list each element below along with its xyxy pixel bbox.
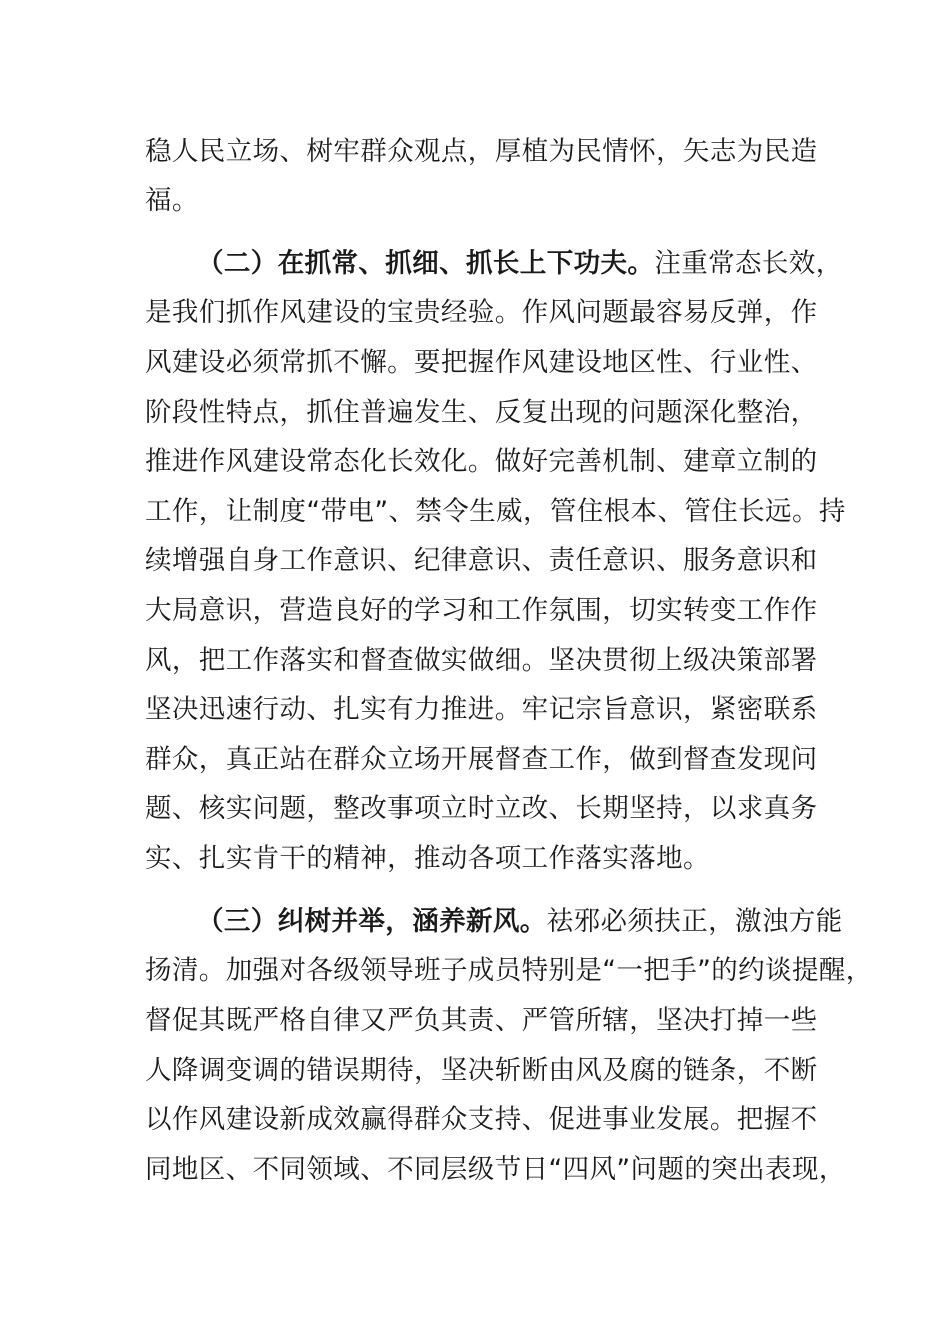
paragraph-2-line: 风建设必须常抓不懈。要把握作风建设地区性、行业性、 [145,347,818,378]
paragraph-2-line: 风，把工作落实和督查做实做细。坚决贯彻上级决策部署 [145,645,818,676]
paragraph-2-line-1-rest: 注重常态长效， [654,248,843,279]
paragraph-3-line: 督促其既严格自律又严负其责、严管所辖，坚决打掉一些 [145,1005,818,1036]
paragraph-2-line: 工作，让制度“带电”、禁令生威，管住根本、管住长远。持 [145,496,846,527]
paragraph-2-first-line [197,247,897,281]
paragraph-2-line: 阶段性特点，抓住普遍发生、反复出现的问题深化整治， [145,397,818,428]
paragraph-2-line: 续增强自身工作意识、纪律意识、责任意识、服务意识和 [145,545,818,576]
paragraph-2-line: 是我们抓作风建设的宝贵经验。作风问题最容易反弹，作 [145,297,818,328]
paragraph-1-line-2: 福。 [145,185,199,216]
paragraph-2-line: 群众，真正站在群众立场开展督查工作，做到督查发现问 [145,744,818,775]
paragraph-3-line: 以作风建设新成效赢得群众支持、促进事业发展。把握不 [145,1104,818,1135]
paragraph-2-line: 题、核实问题，整改事项立时立改、长期坚持，以求真务 [145,793,818,824]
paragraph-3-heading: （三）纠树并举，涵养新风。 [197,906,547,937]
paragraph-3-first-line [197,905,897,939]
paragraph-2-heading: （二）在抓常、抓细、抓长上下功夫。 [197,248,655,279]
paragraph-3-line: 同地区、不同领域、不同层级节日“四风”问题的突出表现， [145,1154,846,1185]
paragraph-2-line: 坚决迅速行动、扎实有力推进。牢记宗旨意识，紧密联系 [145,694,818,725]
paragraph-3-line: 人降调变调的错误期待，坚决斩断由风及腐的链条，不断 [145,1055,818,1086]
paragraph-3-line: 扬清。加强对各级领导班子成员特别是“一把手”的约谈提醒， [145,955,873,986]
paragraph-3-line-1-rest: 祛邪必须扶正，激浊方能 [546,906,843,937]
paragraph-2-line: 推进作风建设常态化长效化。做好完善机制、建章立制的 [145,446,818,477]
paragraph-2-line: 大局意识，营造良好的学习和工作氛围，切实转变工作作 [145,595,818,626]
paragraph-2-line: 实、扎实肯干的精神，推动各项工作落实落地。 [145,843,710,874]
paragraph-1-line-1: 稳人民立场、树牢群众观点，厚植为民情怀，矢志为民造 [145,136,818,167]
